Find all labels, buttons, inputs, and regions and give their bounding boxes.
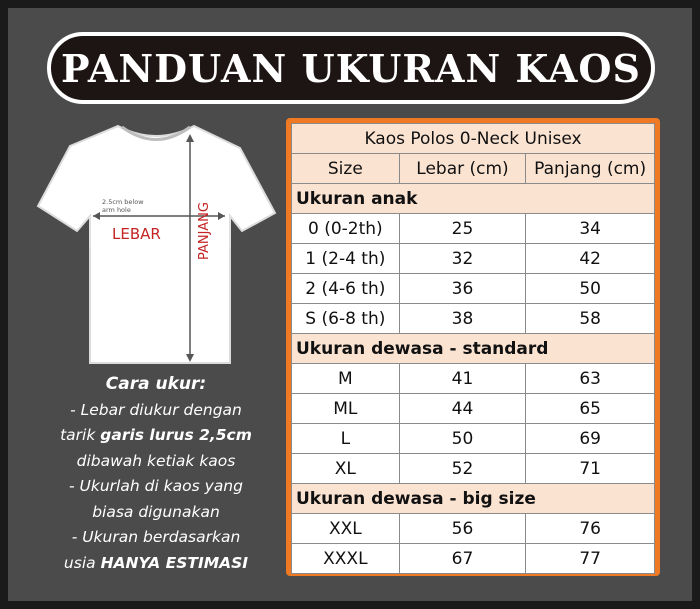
instruction-emphasis: garis lurus 2,5cm [100,426,252,444]
column-header-width: Lebar (cm) [399,154,526,184]
instruction-line: - Lebar diukur dengan [70,400,242,419]
size-table [291,123,655,574]
cell-size: M [292,364,400,394]
cell-length: 71 [526,454,655,484]
cell-size: L [292,424,400,454]
instruction-text: tarik [60,426,101,444]
cell-width: 52 [399,454,526,484]
cell-width: 50 [399,424,526,454]
cell-size: 1 (2-4 th) [292,244,400,274]
cell-length: 58 [526,304,655,334]
measurement-instructions [30,372,282,576]
instruction-line: dibawah ketiak kaos [76,451,236,470]
section-header-kids: Ukuran anak [292,184,655,214]
instruction-line: biasa digunakan [92,502,220,521]
cell-width: 41 [399,364,526,394]
cell-length: 76 [526,514,655,544]
instruction-emphasis: HANYA ESTIMASI [100,553,249,572]
instruction-line [30,551,282,577]
cell-length: 65 [526,394,655,424]
cell-size: XL [292,454,400,484]
tshirt-diagram [30,118,282,370]
width-label: LEBAR [112,225,161,243]
section-header-adult-big: Ukuran dewasa - big size [292,484,655,514]
instruction-line: - Ukurlah di kaos yang [69,477,243,495]
column-header-length: Panjang (cm) [526,154,655,184]
section-header-adult-standard: Ukuran dewasa - standard [292,334,655,364]
cell-width: 38 [399,304,526,334]
cell-length: 42 [526,244,655,274]
page-title: PANDUAN UKURAN KAOS [61,45,641,91]
cell-width: 67 [399,544,526,574]
note-line-1: 2.5cm below [102,198,144,206]
length-label: PANJANG [197,202,212,260]
instruction-line [30,423,282,449]
note-line-2: arm hole [102,206,131,214]
cell-width: 32 [399,244,526,274]
cell-size: S (6-8 th) [292,304,400,334]
cell-length: 77 [526,544,655,574]
column-header-size: Size [292,154,400,184]
cell-size: XXL [292,514,400,544]
cell-width: 56 [399,514,526,544]
cell-length: 50 [526,274,655,304]
cell-width: 44 [399,394,526,424]
cell-size: 2 (4-6 th) [292,274,400,304]
size-table-container [286,118,660,576]
instruction-text: usia [63,553,101,572]
instructions-heading: Cara ukur: [105,374,207,394]
cell-size: ML [292,394,400,424]
table-title: Kaos Polos 0-Neck Unisex [292,124,655,154]
tshirt-icon [30,118,282,370]
cell-width: 36 [399,274,526,304]
cell-length: 69 [526,424,655,454]
title-banner [47,32,655,104]
cell-width: 25 [399,214,526,244]
cell-size: 0 (0-2th) [292,214,400,244]
cell-length: 63 [526,364,655,394]
cell-size: XXXL [292,544,400,574]
cell-length: 34 [526,214,655,244]
instruction-line: - Ukuran berdasarkan [71,528,241,546]
